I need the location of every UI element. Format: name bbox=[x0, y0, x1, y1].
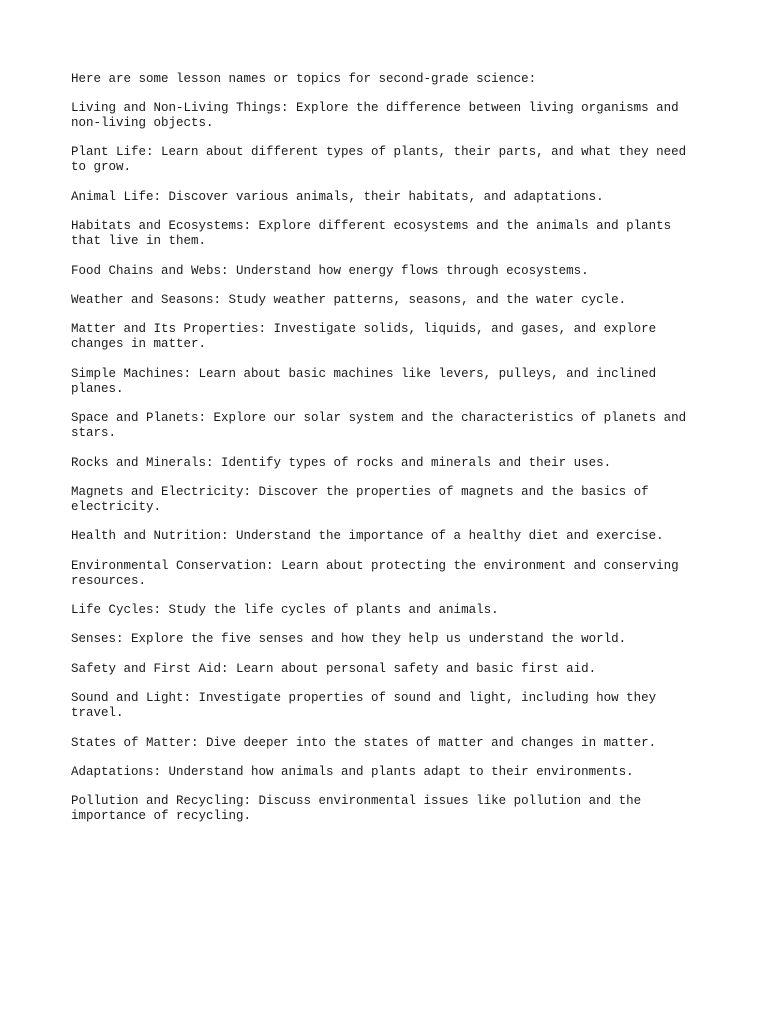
topic-paragraph: Weather and Seasons: Study weather patterns, seasons, and the water cycle. bbox=[71, 292, 627, 307]
topic-paragraph: Environmental Conservation: Learn about protecting the environment and conserving resources. bbox=[71, 558, 679, 588]
topic-paragraph: Matter and Its Properties: Investigate solids, liquids, and gases, and explore changes in matter. bbox=[71, 322, 657, 352]
topic-paragraph: Senses: Explore the five senses and how they help us understand the world. bbox=[71, 632, 627, 647]
topic-paragraph: Food Chains and Webs: Understand how energy flows through ecosystems. bbox=[71, 263, 589, 278]
topic-paragraph: Habitats and Ecosystems: Explore different ecosystems and the animals and plants that live in them. bbox=[71, 219, 672, 249]
topic-paragraph: Simple Machines: Learn about basic machines like levers, pulleys, and inclined planes. bbox=[71, 366, 657, 396]
intro-paragraph: Here are some lesson names or topics for second-grade science: bbox=[71, 72, 537, 86]
topic-paragraph: Space and Planets: Explore our solar system and the characteristics of planets and stars. bbox=[71, 411, 687, 441]
topic-paragraph: Life Cycles: Study the life cycles of plants and animals. bbox=[71, 603, 499, 618]
topic-paragraph: Animal Life: Discover various animals, their habitats, and adaptations. bbox=[71, 189, 604, 204]
topic-paragraph: Sound and Light: Investigate properties of sound and light, including how they travel. bbox=[71, 691, 657, 721]
topic-paragraph: Adaptations: Understand how animals and plants adapt to their environments. bbox=[71, 765, 634, 780]
topic-paragraph: States of Matter: Dive deeper into the states of matter and changes in matter. bbox=[71, 735, 657, 750]
topic-paragraph: Magnets and Electricity: Discover the properties of magnets and the basics of electricity. bbox=[71, 484, 649, 514]
topic-paragraph: Safety and First Aid: Learn about personal safety and basic first aid. bbox=[71, 661, 597, 676]
topic-paragraph: Rocks and Minerals: Identify types of rocks and minerals and their uses. bbox=[71, 455, 612, 470]
topic-paragraph: Plant Life: Learn about different types of plants, their parts, and what they need to grow. bbox=[71, 145, 687, 175]
topic-paragraph: Living and Non-Living Things: Explore the difference between living organisms and non-living objects. bbox=[71, 101, 679, 130]
document-page bbox=[71, 72, 701, 839]
topic-paragraph: Health and Nutrition: Understand the importance of a healthy diet and exercise. bbox=[71, 529, 664, 544]
topic-paragraph: Pollution and Recycling: Discuss environmental issues like pollution and the importance of recycling. bbox=[71, 794, 642, 824]
